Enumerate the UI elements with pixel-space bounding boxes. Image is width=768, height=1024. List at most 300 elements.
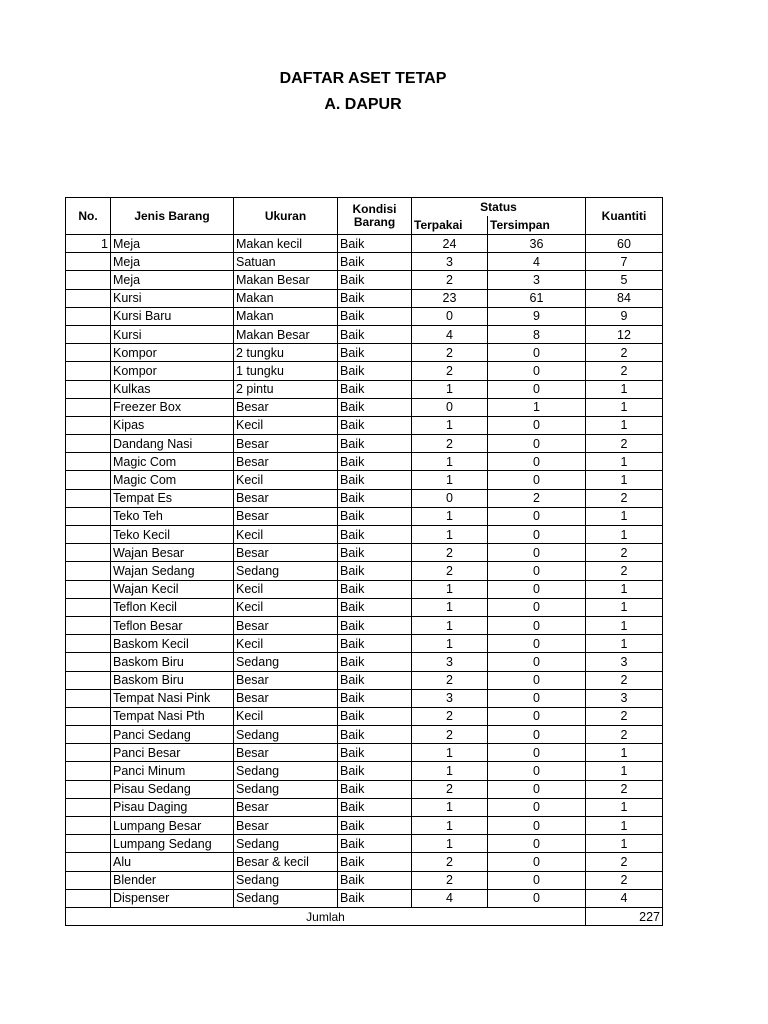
cell-jenis-barang: Wajan Sedang xyxy=(111,562,234,580)
cell-no xyxy=(66,562,111,580)
table-row xyxy=(66,471,663,489)
cell-terpakai: 1 xyxy=(412,616,488,634)
cell-terpakai: 1 xyxy=(412,580,488,598)
cell-jenis-barang: Lumpang Sedang xyxy=(111,835,234,853)
cell-kuantiti: 1 xyxy=(586,798,663,816)
table-row xyxy=(66,380,663,398)
table-row xyxy=(66,635,663,653)
cell-ukuran: Sedang xyxy=(234,762,338,780)
cell-ukuran: Besar xyxy=(234,398,338,416)
cell-kondisi: Baik xyxy=(338,798,412,816)
cell-jenis-barang: Tempat Es xyxy=(111,489,234,507)
document-subtitle: A. DAPUR xyxy=(324,96,402,113)
table-row xyxy=(66,871,663,889)
cell-kuantiti: 2 xyxy=(586,544,663,562)
cell-tersimpan: 0 xyxy=(488,544,586,562)
cell-ukuran: Kecil xyxy=(234,416,338,434)
cell-kuantiti: 9 xyxy=(586,307,663,325)
cell-no xyxy=(66,435,111,453)
cell-terpakai: 1 xyxy=(412,507,488,525)
cell-kuantiti: 1 xyxy=(586,380,663,398)
cell-jenis-barang: Pisau Sedang xyxy=(111,780,234,798)
cell-no xyxy=(66,380,111,398)
cell-no xyxy=(66,580,111,598)
table-row xyxy=(66,453,663,471)
cell-no xyxy=(66,362,111,380)
asset-table xyxy=(65,197,663,926)
cell-kondisi: Baik xyxy=(338,853,412,871)
cell-tersimpan: 0 xyxy=(488,707,586,725)
header-kuantiti: Kuantiti xyxy=(586,198,663,235)
cell-tersimpan: 36 xyxy=(488,235,586,253)
cell-ukuran: Makan xyxy=(234,307,338,325)
cell-no: 1 xyxy=(66,235,111,253)
cell-kondisi: Baik xyxy=(338,726,412,744)
cell-jenis-barang: Tempat Nasi Pth xyxy=(111,707,234,725)
table-row xyxy=(66,416,663,434)
cell-ukuran: Besar xyxy=(234,744,338,762)
cell-terpakai: 1 xyxy=(412,635,488,653)
table-row xyxy=(66,235,663,253)
cell-ukuran: Kecil xyxy=(234,635,338,653)
table-row xyxy=(66,780,663,798)
cell-no xyxy=(66,307,111,325)
cell-terpakai: 3 xyxy=(412,253,488,271)
table-row xyxy=(66,398,663,416)
cell-kuantiti: 1 xyxy=(586,453,663,471)
cell-ukuran: 2 pintu xyxy=(234,380,338,398)
table-row xyxy=(66,598,663,616)
cell-tersimpan: 0 xyxy=(488,435,586,453)
table-row xyxy=(66,744,663,762)
cell-terpakai: 2 xyxy=(412,780,488,798)
cell-kuantiti: 2 xyxy=(586,489,663,507)
cell-jenis-barang: Teflon Kecil xyxy=(111,598,234,616)
cell-tersimpan: 0 xyxy=(488,671,586,689)
cell-kondisi: Baik xyxy=(338,635,412,653)
cell-tersimpan: 0 xyxy=(488,726,586,744)
document-title: DAFTAR ASET TETAP xyxy=(279,70,447,87)
cell-kondisi: Baik xyxy=(338,707,412,725)
cell-no xyxy=(66,453,111,471)
cell-no xyxy=(66,271,111,289)
cell-terpakai: 3 xyxy=(412,653,488,671)
cell-ukuran: Kecil xyxy=(234,580,338,598)
cell-terpakai: 1 xyxy=(412,798,488,816)
cell-kuantiti: 1 xyxy=(586,817,663,835)
cell-kuantiti: 1 xyxy=(586,835,663,853)
header-no: No. xyxy=(66,198,111,235)
cell-terpakai: 23 xyxy=(412,289,488,307)
cell-terpakai: 1 xyxy=(412,380,488,398)
cell-kondisi: Baik xyxy=(338,780,412,798)
cell-jenis-barang: Wajan Besar xyxy=(111,544,234,562)
cell-kondisi: Baik xyxy=(338,380,412,398)
cell-kuantiti: 2 xyxy=(586,780,663,798)
cell-tersimpan: 8 xyxy=(488,325,586,343)
cell-no xyxy=(66,726,111,744)
cell-kondisi: Baik xyxy=(338,307,412,325)
cell-kondisi: Baik xyxy=(338,289,412,307)
cell-jenis-barang: Kompor xyxy=(111,344,234,362)
cell-jenis-barang: Kursi Baru xyxy=(111,307,234,325)
cell-tersimpan: 0 xyxy=(488,689,586,707)
cell-no xyxy=(66,471,111,489)
total-value: 227 xyxy=(586,907,663,925)
cell-ukuran: Besar xyxy=(234,689,338,707)
cell-kondisi: Baik xyxy=(338,580,412,598)
table-row xyxy=(66,507,663,525)
cell-ukuran: Sedang xyxy=(234,889,338,907)
cell-jenis-barang: Magic Com xyxy=(111,471,234,489)
cell-kuantiti: 2 xyxy=(586,871,663,889)
cell-terpakai: 2 xyxy=(412,853,488,871)
cell-terpakai: 2 xyxy=(412,362,488,380)
cell-kuantiti: 1 xyxy=(586,580,663,598)
cell-terpakai: 3 xyxy=(412,689,488,707)
cell-jenis-barang: Panci Minum xyxy=(111,762,234,780)
cell-tersimpan: 0 xyxy=(488,762,586,780)
cell-tersimpan: 0 xyxy=(488,616,586,634)
cell-jenis-barang: Kursi xyxy=(111,325,234,343)
cell-tersimpan: 9 xyxy=(488,307,586,325)
cell-ukuran: Besar xyxy=(234,507,338,525)
cell-kondisi: Baik xyxy=(338,235,412,253)
cell-jenis-barang: Teflon Besar xyxy=(111,616,234,634)
cell-terpakai: 2 xyxy=(412,871,488,889)
cell-no xyxy=(66,689,111,707)
cell-ukuran: Sedang xyxy=(234,780,338,798)
cell-ukuran: Makan xyxy=(234,289,338,307)
cell-tersimpan: 0 xyxy=(488,871,586,889)
cell-jenis-barang: Kursi xyxy=(111,289,234,307)
cell-jenis-barang: Teko Kecil xyxy=(111,526,234,544)
cell-kuantiti: 1 xyxy=(586,398,663,416)
cell-tersimpan: 0 xyxy=(488,635,586,653)
cell-no xyxy=(66,817,111,835)
cell-kuantiti: 1 xyxy=(586,598,663,616)
cell-no xyxy=(66,798,111,816)
cell-tersimpan: 0 xyxy=(488,344,586,362)
table-row xyxy=(66,325,663,343)
cell-jenis-barang: Kipas xyxy=(111,416,234,434)
cell-kondisi: Baik xyxy=(338,453,412,471)
cell-no xyxy=(66,635,111,653)
table-row xyxy=(66,726,663,744)
cell-ukuran: 2 tungku xyxy=(234,344,338,362)
cell-terpakai: 2 xyxy=(412,726,488,744)
cell-kondisi: Baik xyxy=(338,362,412,380)
cell-no xyxy=(66,853,111,871)
cell-kondisi: Baik xyxy=(338,817,412,835)
cell-kuantiti: 3 xyxy=(586,653,663,671)
cell-ukuran: Sedang xyxy=(234,562,338,580)
cell-ukuran: Besar xyxy=(234,544,338,562)
cell-no xyxy=(66,744,111,762)
cell-ukuran: Kecil xyxy=(234,526,338,544)
cell-tersimpan: 0 xyxy=(488,653,586,671)
cell-tersimpan: 0 xyxy=(488,853,586,871)
cell-kondisi: Baik xyxy=(338,889,412,907)
table-row xyxy=(66,271,663,289)
cell-kuantiti: 1 xyxy=(586,471,663,489)
cell-jenis-barang: Alu xyxy=(111,853,234,871)
cell-kondisi: Baik xyxy=(338,671,412,689)
cell-no xyxy=(66,889,111,907)
cell-kuantiti: 12 xyxy=(586,325,663,343)
cell-jenis-barang: Blender xyxy=(111,871,234,889)
cell-tersimpan: 0 xyxy=(488,817,586,835)
cell-no xyxy=(66,489,111,507)
table-row xyxy=(66,798,663,816)
cell-ukuran: Makan Besar xyxy=(234,271,338,289)
cell-tersimpan: 0 xyxy=(488,598,586,616)
cell-ukuran: Besar xyxy=(234,798,338,816)
cell-tersimpan: 0 xyxy=(488,362,586,380)
cell-jenis-barang: Lumpang Besar xyxy=(111,817,234,835)
cell-kuantiti: 4 xyxy=(586,889,663,907)
cell-tersimpan: 0 xyxy=(488,526,586,544)
table-row xyxy=(66,616,663,634)
table-row xyxy=(66,344,663,362)
cell-kuantiti: 2 xyxy=(586,853,663,871)
cell-jenis-barang: Dispenser xyxy=(111,889,234,907)
total-row xyxy=(66,907,663,925)
cell-kuantiti: 1 xyxy=(586,744,663,762)
cell-ukuran: Sedang xyxy=(234,835,338,853)
table-row xyxy=(66,289,663,307)
cell-kuantiti: 5 xyxy=(586,271,663,289)
cell-terpakai: 24 xyxy=(412,235,488,253)
table-row xyxy=(66,489,663,507)
cell-terpakai: 2 xyxy=(412,344,488,362)
cell-ukuran: Besar xyxy=(234,671,338,689)
cell-jenis-barang: Baskom Biru xyxy=(111,653,234,671)
cell-jenis-barang: Baskom Biru xyxy=(111,671,234,689)
cell-jenis-barang: Pisau Daging xyxy=(111,798,234,816)
cell-terpakai: 0 xyxy=(412,398,488,416)
cell-terpakai: 1 xyxy=(412,453,488,471)
cell-no xyxy=(66,416,111,434)
cell-jenis-barang: Baskom Kecil xyxy=(111,635,234,653)
cell-terpakai: 2 xyxy=(412,544,488,562)
cell-tersimpan: 61 xyxy=(488,289,586,307)
cell-no xyxy=(66,707,111,725)
cell-terpakai: 1 xyxy=(412,526,488,544)
table-row xyxy=(66,671,663,689)
table-row xyxy=(66,762,663,780)
cell-kuantiti: 1 xyxy=(586,416,663,434)
cell-terpakai: 2 xyxy=(412,562,488,580)
cell-ukuran: Makan kecil xyxy=(234,235,338,253)
cell-jenis-barang: Teko Teh xyxy=(111,507,234,525)
cell-jenis-barang: Tempat Nasi Pink xyxy=(111,689,234,707)
cell-tersimpan: 3 xyxy=(488,271,586,289)
cell-ukuran: Besar xyxy=(234,489,338,507)
cell-tersimpan: 0 xyxy=(488,416,586,434)
cell-terpakai: 1 xyxy=(412,598,488,616)
cell-ukuran: Sedang xyxy=(234,871,338,889)
table-row xyxy=(66,307,663,325)
cell-tersimpan: 0 xyxy=(488,780,586,798)
cell-jenis-barang: Magic Com xyxy=(111,453,234,471)
cell-kuantiti: 3 xyxy=(586,689,663,707)
cell-terpakai: 1 xyxy=(412,471,488,489)
cell-kuantiti: 2 xyxy=(586,344,663,362)
cell-no xyxy=(66,616,111,634)
cell-terpakai: 4 xyxy=(412,889,488,907)
table-row xyxy=(66,562,663,580)
table-row xyxy=(66,526,663,544)
cell-no xyxy=(66,344,111,362)
cell-kuantiti: 1 xyxy=(586,762,663,780)
cell-kuantiti: 1 xyxy=(586,635,663,653)
cell-jenis-barang: Freezer Box xyxy=(111,398,234,416)
cell-ukuran: Kecil xyxy=(234,598,338,616)
cell-ukuran: Satuan xyxy=(234,253,338,271)
table-row xyxy=(66,689,663,707)
header-ukuran: Ukuran xyxy=(234,198,338,235)
cell-kuantiti: 2 xyxy=(586,362,663,380)
cell-tersimpan: 0 xyxy=(488,798,586,816)
cell-kuantiti: 1 xyxy=(586,616,663,634)
cell-kondisi: Baik xyxy=(338,653,412,671)
cell-ukuran: 1 tungku xyxy=(234,362,338,380)
table-row xyxy=(66,544,663,562)
cell-jenis-barang: Meja xyxy=(111,235,234,253)
cell-jenis-barang: Meja xyxy=(111,253,234,271)
cell-ukuran: Sedang xyxy=(234,653,338,671)
cell-kuantiti: 2 xyxy=(586,435,663,453)
cell-kuantiti: 60 xyxy=(586,235,663,253)
cell-kuantiti: 2 xyxy=(586,671,663,689)
cell-ukuran: Makan Besar xyxy=(234,325,338,343)
cell-terpakai: 1 xyxy=(412,835,488,853)
cell-ukuran: Kecil xyxy=(234,471,338,489)
cell-kondisi: Baik xyxy=(338,689,412,707)
cell-kuantiti: 2 xyxy=(586,726,663,744)
cell-terpakai: 2 xyxy=(412,707,488,725)
cell-tersimpan: 2 xyxy=(488,489,586,507)
cell-kondisi: Baik xyxy=(338,253,412,271)
table-row xyxy=(66,835,663,853)
header-status: Status xyxy=(412,198,586,217)
cell-kondisi: Baik xyxy=(338,762,412,780)
cell-ukuran: Besar & kecil xyxy=(234,853,338,871)
cell-tersimpan: 0 xyxy=(488,562,586,580)
cell-kuantiti: 84 xyxy=(586,289,663,307)
cell-tersimpan: 0 xyxy=(488,453,586,471)
table-row xyxy=(66,817,663,835)
cell-jenis-barang: Kulkas xyxy=(111,380,234,398)
cell-kuantiti: 1 xyxy=(586,526,663,544)
cell-kondisi: Baik xyxy=(338,435,412,453)
cell-no xyxy=(66,544,111,562)
cell-no xyxy=(66,507,111,525)
table-row xyxy=(66,853,663,871)
cell-no xyxy=(66,325,111,343)
total-label: Jumlah xyxy=(66,907,586,925)
header-kondisi-label: Kondisi Barang xyxy=(352,202,397,229)
cell-jenis-barang: Wajan Kecil xyxy=(111,580,234,598)
cell-ukuran: Besar xyxy=(234,817,338,835)
cell-tersimpan: 0 xyxy=(488,835,586,853)
cell-no xyxy=(66,526,111,544)
cell-no xyxy=(66,762,111,780)
cell-terpakai: 2 xyxy=(412,671,488,689)
cell-no xyxy=(66,653,111,671)
cell-kuantiti: 2 xyxy=(586,707,663,725)
cell-terpakai: 0 xyxy=(412,489,488,507)
header-terpakai: Terpakai xyxy=(412,216,488,235)
cell-terpakai: 1 xyxy=(412,416,488,434)
cell-ukuran: Besar xyxy=(234,616,338,634)
cell-kondisi: Baik xyxy=(338,471,412,489)
cell-terpakai: 2 xyxy=(412,271,488,289)
cell-kondisi: Baik xyxy=(338,526,412,544)
cell-kuantiti: 2 xyxy=(586,562,663,580)
cell-tersimpan: 0 xyxy=(488,380,586,398)
cell-kondisi: Baik xyxy=(338,871,412,889)
header-kondisi-barang xyxy=(338,198,412,235)
cell-no xyxy=(66,253,111,271)
cell-ukuran: Sedang xyxy=(234,726,338,744)
cell-kondisi: Baik xyxy=(338,271,412,289)
cell-ukuran: Besar xyxy=(234,435,338,453)
cell-kuantiti: 7 xyxy=(586,253,663,271)
cell-no xyxy=(66,871,111,889)
cell-tersimpan: 0 xyxy=(488,744,586,762)
cell-terpakai: 4 xyxy=(412,325,488,343)
cell-terpakai: 1 xyxy=(412,762,488,780)
header-jenis-barang: Jenis Barang xyxy=(111,198,234,235)
table-row xyxy=(66,889,663,907)
cell-kondisi: Baik xyxy=(338,616,412,634)
cell-tersimpan: 1 xyxy=(488,398,586,416)
table-row xyxy=(66,707,663,725)
cell-no xyxy=(66,835,111,853)
cell-kondisi: Baik xyxy=(338,835,412,853)
cell-tersimpan: 0 xyxy=(488,507,586,525)
cell-terpakai: 1 xyxy=(412,744,488,762)
cell-jenis-barang: Dandang Nasi xyxy=(111,435,234,453)
cell-tersimpan: 0 xyxy=(488,889,586,907)
cell-terpakai: 1 xyxy=(412,817,488,835)
cell-jenis-barang: Panci Sedang xyxy=(111,726,234,744)
cell-kondisi: Baik xyxy=(338,416,412,434)
cell-kondisi: Baik xyxy=(338,489,412,507)
cell-kuantiti: 1 xyxy=(586,507,663,525)
cell-terpakai: 0 xyxy=(412,307,488,325)
cell-no xyxy=(66,398,111,416)
cell-kondisi: Baik xyxy=(338,344,412,362)
cell-kondisi: Baik xyxy=(338,507,412,525)
cell-kondisi: Baik xyxy=(338,544,412,562)
table-row xyxy=(66,580,663,598)
cell-kondisi: Baik xyxy=(338,325,412,343)
cell-no xyxy=(66,671,111,689)
cell-kondisi: Baik xyxy=(338,562,412,580)
table-header xyxy=(66,198,663,235)
table-row xyxy=(66,653,663,671)
cell-kondisi: Baik xyxy=(338,744,412,762)
table-body xyxy=(66,235,663,908)
cell-kondisi: Baik xyxy=(338,398,412,416)
cell-jenis-barang: Kompor xyxy=(111,362,234,380)
table-row xyxy=(66,435,663,453)
cell-jenis-barang: Panci Besar xyxy=(111,744,234,762)
cell-tersimpan: 0 xyxy=(488,580,586,598)
